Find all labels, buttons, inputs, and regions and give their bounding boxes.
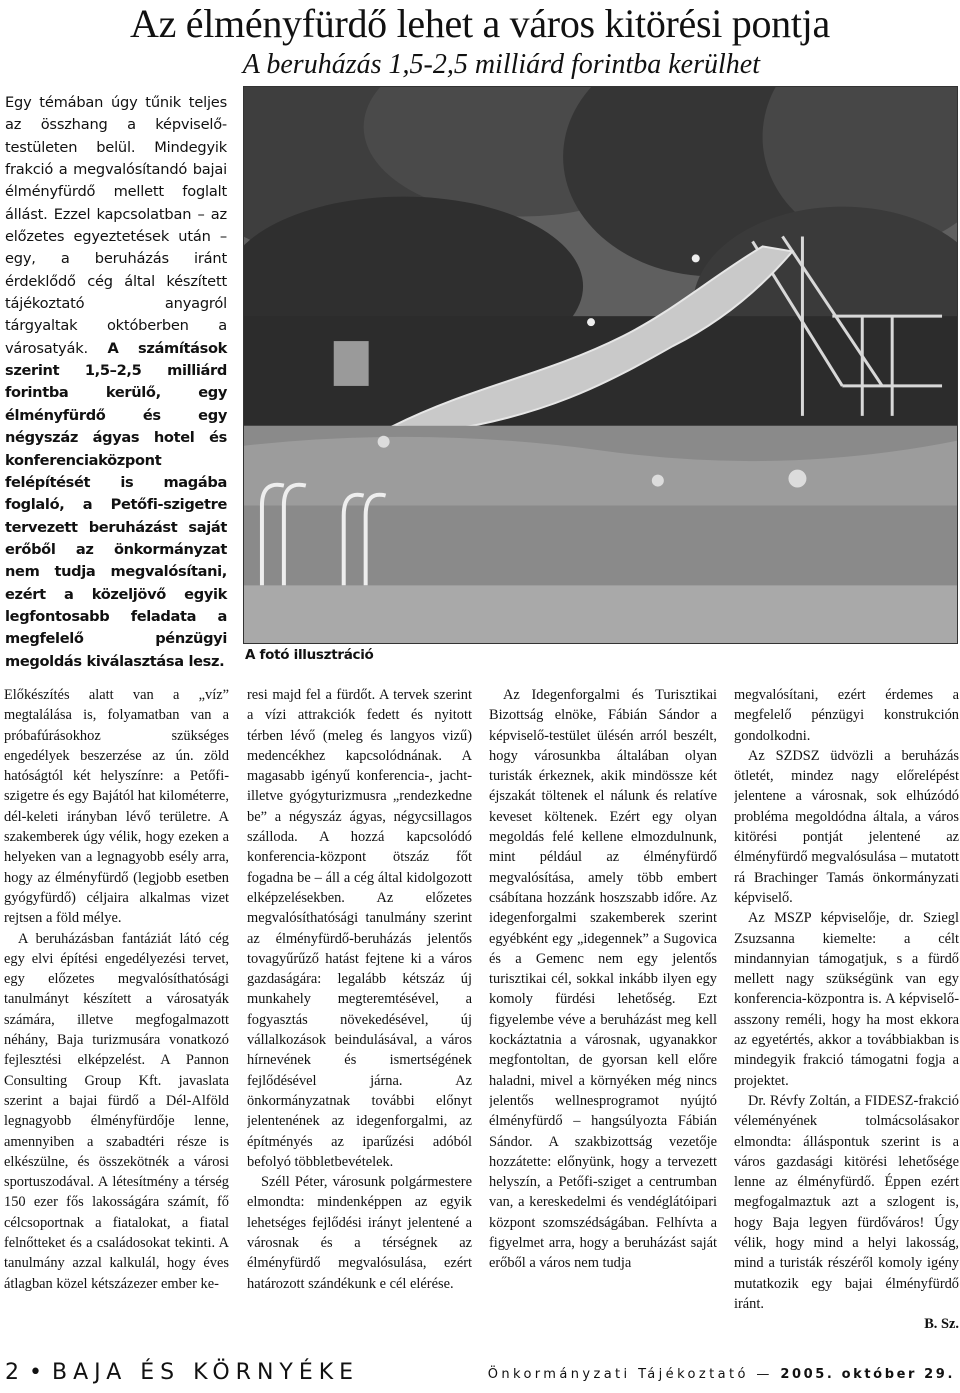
text-column-3 <box>489 685 717 1330</box>
subheadline: A beruházás 1,5-2,5 milliárd forintba kerülhet <box>242 49 760 80</box>
paragraph: Az SZDSZ üdvözli a beruházás ötletét, mindez nagy előrelépést jelentene a városnak, sok elhúzódó probléma megoldódna általa, a város kitörési pontját jelentené az élményfürdő megvalósulása – mutatott rá Brachinger Tamás önkormányzati képviselő. <box>734 747 959 906</box>
footer-section <box>5 1360 359 1385</box>
page-number: 2 <box>5 1360 25 1385</box>
waterslide-pool-photo <box>243 86 958 644</box>
text-column-4 <box>734 685 959 1330</box>
paragraph: Az MSZP képviselője, dr. Sziegl Zsuzsanna kiemelte: a célt mindannyian támogatjuk, s a fürdő mellett nagy szükségünk van egy konferencia-központra is. A képviselő-asszony reméli, hogy ha most ekkora az egyetértés, akkor a továbbiakban is mindegyik frakció támogatni fogja a projektet. <box>734 910 959 1089</box>
author-signature: B. Sz. <box>924 1316 959 1330</box>
lead-paragraph <box>5 92 227 673</box>
publication-name: Önkormányzati Tájékoztató <box>487 1367 749 1382</box>
article-body <box>4 685 958 1330</box>
text-column-2 <box>247 685 472 1330</box>
headline: Az élményfürdő lehet a város kitörési pontja <box>130 1 830 46</box>
paragraph: Előkészítés alatt van a „víz” megtalálása is, folyamatban van a próbafúrásokhoz szükséges engedélyek beszerzése az ún. zöld hatóságtól két helyszínre: a Petőfi-szigetre és egy Bajától hat kilométerre, dél-keleti irányban lévő területre. A szakemberek úgy vélik, hogy ezeken a helyeken van a legnagyobb esély arra, hogy az élményfürdő (legjobb esetben gyógyfürdő) céljaira alkalmas vizet rejtsen a föld mélye. <box>4 687 229 927</box>
paragraph: Dr. Révfy Zoltán, a FIDESZ-frakció véleményének tolmácsolásakor elmondta: álláspontuk szerint is a város gazdasági kitörési lehetősége lenne az élményfürdő. Éppen ezért megfogalmaztuk azt a szlogent is, hogy Baja legyen fürdőváros! Úgy vélik, hogy mind a helyi lakosság, mind a turisták részéről komoly igény mutatkozik egy bajai élményfürdő iránt. <box>734 1092 959 1312</box>
paragraph: megvalósítani, ezért érdemes a megfelelő pénzügyi konstrukción gondolkodni. <box>734 687 959 744</box>
bullet-icon: • <box>29 1360 48 1385</box>
photo-caption: A fotó illusztráció <box>245 647 374 663</box>
dash-separator: — <box>756 1367 773 1382</box>
photo-illustration <box>244 87 957 643</box>
paragraph: resi majd fel a fürdőt. A tervek szerint a vízi attrakciók fedett és nyitott térben lévő (meleg és langyos vizű) medencékhez kapcsolódnának. A magasabb igényű konferencia-, jacht- illetve gyógyturizmusra „rendezkedne be” a négyszáz ágyas, négycsillagos szálloda. A hozzá kapcsolódó konferencia-központ ötszáz főt fogadna be – áll a cég által kidolgozott elképzelésekben. Az előzetes megvalósíthatósági tanulmány szerint az élményfürdő-beruházás jelentős tovagyűrűző hatást fejtene ki a város gazdaságára: legalább kétszáz új munkahely megteremtésével, a fogyasztás növekedésével, új vállalkozások beindulásával, a város hírnevének és ismertségének fejlődésével járna. Az önkormányzatnak további előnyt jelentenének az idegenforgalmi, az építményés az iparűzési adóból befolyó többletbevételek. <box>247 687 472 1170</box>
paragraph: Az Idegenforgalmi és Turisztikai Bizottság elnöke, Fábián Sándor a képviselő-testület ülésén arról beszélt, hogy városunkba általában olyan turisták érkeznek, akik mindössze két éjszakát töltenek el nálunk és relatíve keveset költenek. Ezért egy olyan megoldás felé kellene elmozdulnunk, mint például az élményfürdő megvalósítása, amely több embert csábítana hozzánk hoszszabb időre. Az idegenforgalmi szakemberek szerint egyébként egy „idegennek” a Sugovica és a Gemenc nem egy jelentős turisztikai cél, sokkal inkább ilyen egy komoly fürdési lehetőség. Ezt figyelembe véve a beruházást meg kell kockáztatnia a városnak, ugyanakkor megfontoltan, de gyorsan kell előre haladni, mivel a környéken még nincs jelentős wellnesprogramot nyújtó élményfürdő – hangsúlyozta Fábián Sándor. A szakbizottság vezetője hozzátette: előnyünk, hogy a tervezett helyszín, a Petőfi-sziget a centrumban van, a kereskedelmi és vendéglátóipari központ szomszédságában. Felhívta a figyelmet arra, hogy a beruházást saját erőből a város nem tudja <box>489 687 717 1272</box>
section-title: BAJA ÉS KÖRNYÉKE <box>51 1360 360 1385</box>
lead-text: Egy témában úgy tűnik teljes az összhang a képviselő-testületen belül. Mindegyik frakció a megvalósítandó bajai élményfürdő mellett foglalt állást. Ezzel kapcsolatban – az előzetes egyeztetések után – egy, a beruházás iránt érdeklődő cég által készített tájékoztató anyagról tárgyaltak októberben a városatyák. <box>5 94 227 357</box>
footer-publication <box>488 1367 955 1382</box>
issue-date: 2005. október 29. <box>780 1367 955 1382</box>
paragraph: Széll Péter, városunk polgármestere elmondta: mindenképpen az egyik lehetséges fejlődési irányt jelentené a városnak és a térségnek az élményfürdő megvalósulása, ezért határozott szándékunk e cél elérése. <box>247 1174 472 1292</box>
text-column-1 <box>4 685 229 1330</box>
paragraph: A beruházásban fantáziát látó cég egy elvi építési engedélyezési tervet, egy előzetes megvalósíthatósági tanulmányt készített a városatyák számára, illetve megfogalmazott néhány, Baja turizmusára vonatkozó fejlesztési elképzelést. A Pannon Consulting Group Kft. javaslata szerint a bajai fürdő a Dél-Alföld legnagyobb élményfürdője lenne, amennyiben a szabadtéri része is elkészülne, és összekötnék a városi sportuszodával. A létesítmény a térség 150 ezer fős lakosságára számít, fő célcsoportnak a fiatalokat, a fiatal felnőtteket és a családosokat tekinti. A tanulmány azzal kalkulál, hogy éves átlagban közel kétszázezer ember ke- <box>4 930 229 1292</box>
lead-emphasis: A számítások szerint 1,5–2,5 milliárd forintba kerülő, egy élményfürdő és egy négyszáz ágyas hotel és konferenciaközpont felépítését is magába foglaló, a Petőfi-szigetre tervezett beruházást saját erőből az önkormányzat nem tudja megvalósítani, ezért a közeljövő egyik legfontosabb feladata a megfelelő pénzügyi megoldás kiválasztása lesz. <box>5 339 227 670</box>
